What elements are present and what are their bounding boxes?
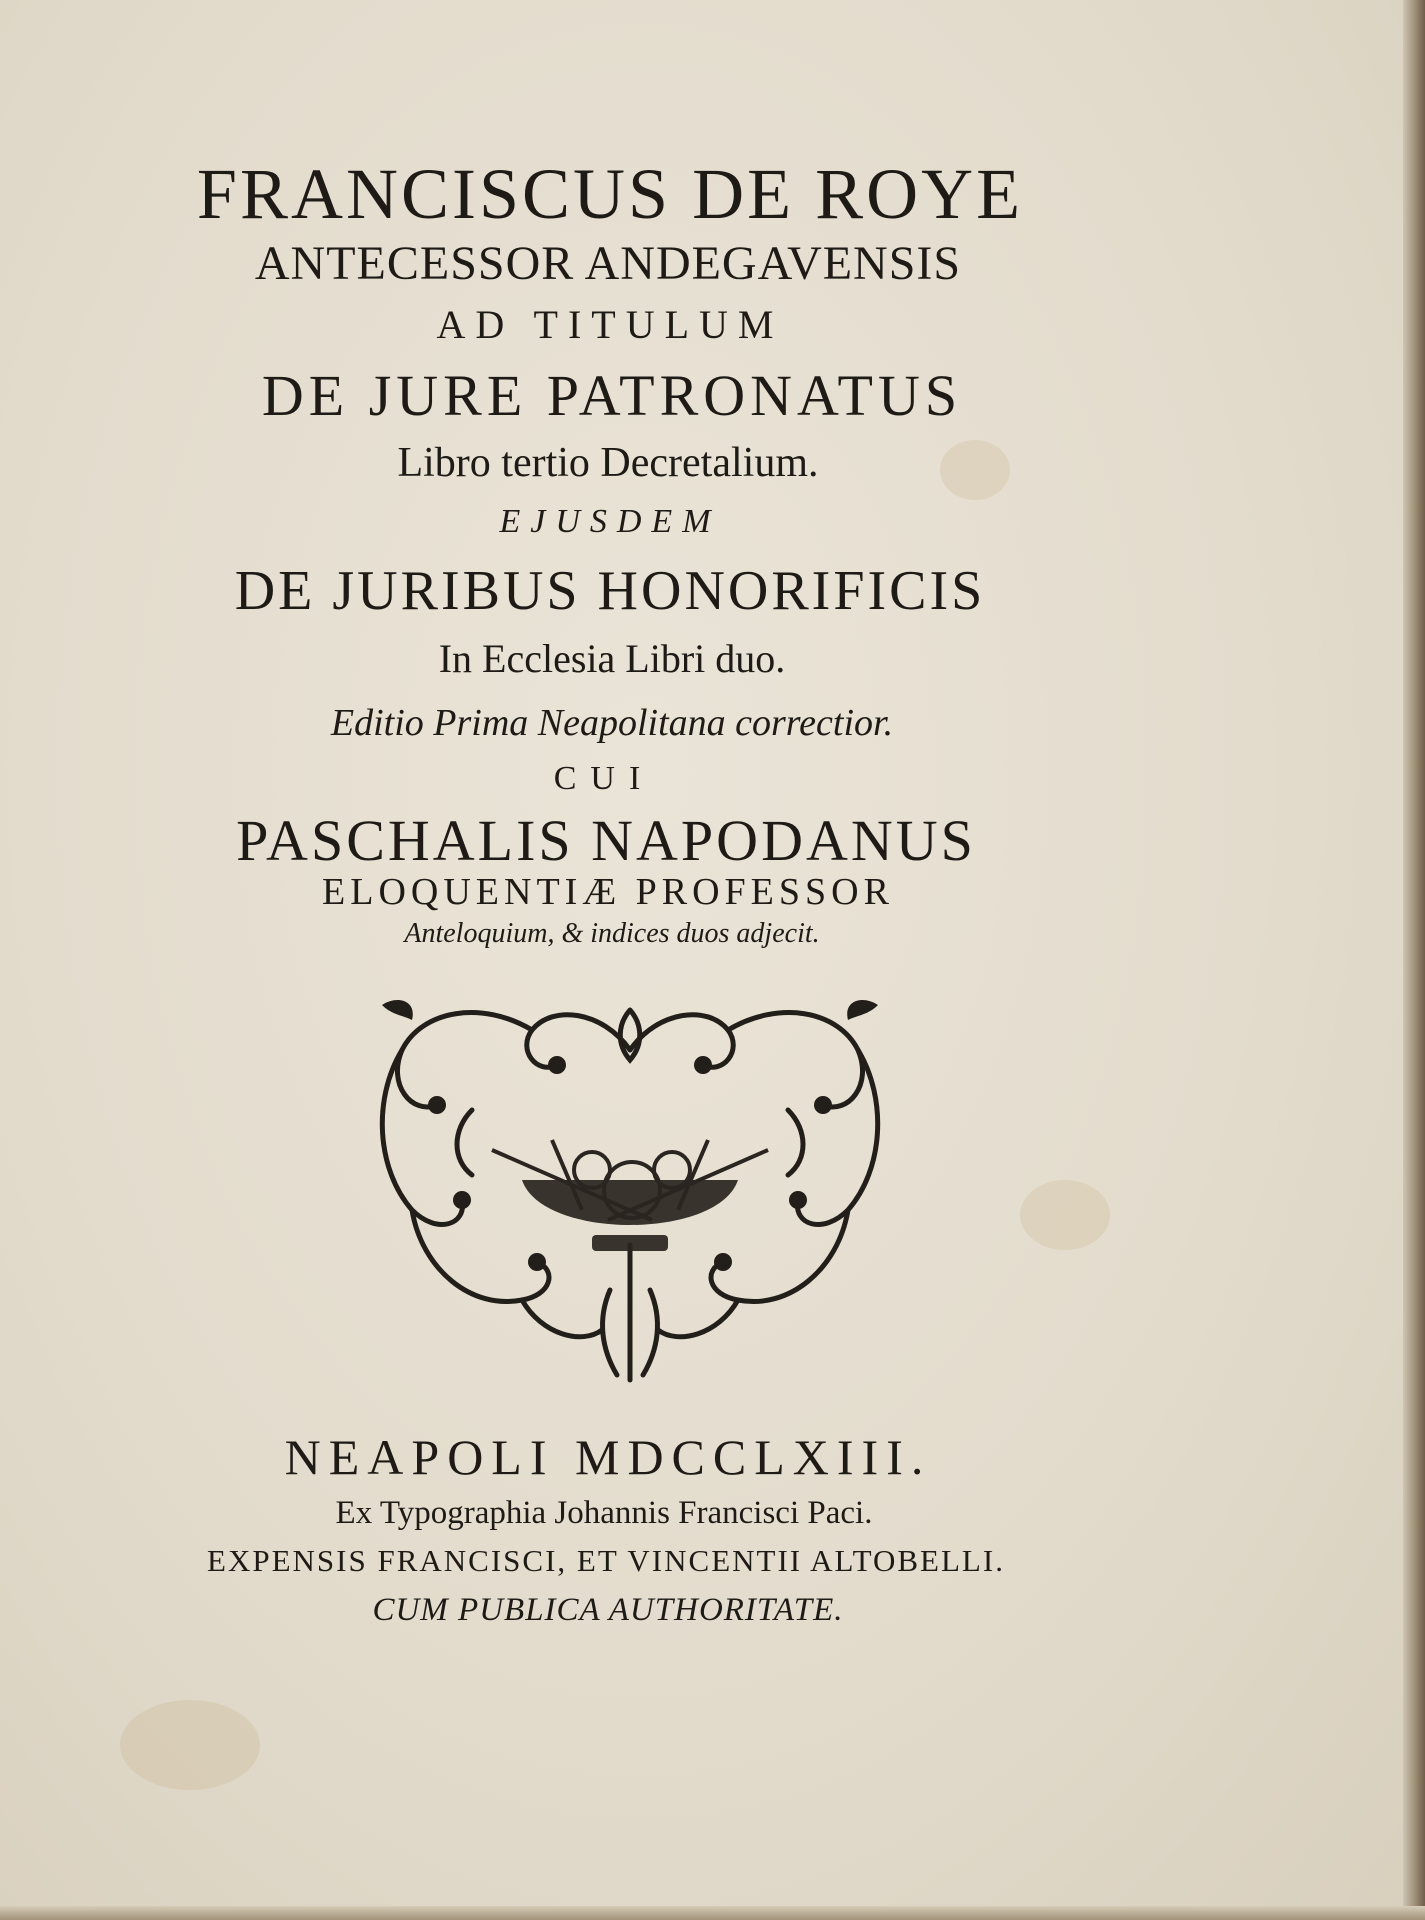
authority-line: CUM PUBLICA AUTHORITATE. [372,1592,844,1628]
ad-titulum: AD TITULUM [436,302,784,347]
edition-line: Editio Prima Neapolitana correctior. [330,702,894,744]
printers-ornament-icon [352,990,908,1390]
paper-stain [120,1700,260,1790]
editor-note: Anteloquium, & indices duos adjecit. [404,918,820,949]
place-year: NEAPOLI MDCCLXIII. [284,1429,932,1485]
author-name: FRANCISCUS DE ROYE [196,154,1024,234]
work-title: DE JURE PATRONATUS [261,363,963,428]
second-subtitle: In Ecclesia Libri duo. [438,636,786,681]
author-title: ANTECESSOR ANDEGAVENSIS [254,237,962,290]
paper-stain [1020,1180,1110,1250]
page-edge-bottom [0,1906,1425,1920]
second-title: DE JURIBUS HONORIFICIS [234,560,986,622]
editor-title: ELOQUENTIÆ PROFESSOR [322,871,894,913]
page-edge-right [1403,0,1425,1920]
expenses-line: EXPENSIS FRANCISCI, ET VINCENTII ALTOBELLI. [207,1543,1005,1578]
ejusdem-line: EJUSDEM [499,503,721,540]
work-subtitle: Libro tertio Decretalium. [397,440,819,486]
printer-line: Ex Typographia Johannis Francisci Paci. [335,1495,873,1531]
editor-name: PASCHALIS NAPODANUS [236,808,976,873]
cui-line: CUI [553,760,655,797]
